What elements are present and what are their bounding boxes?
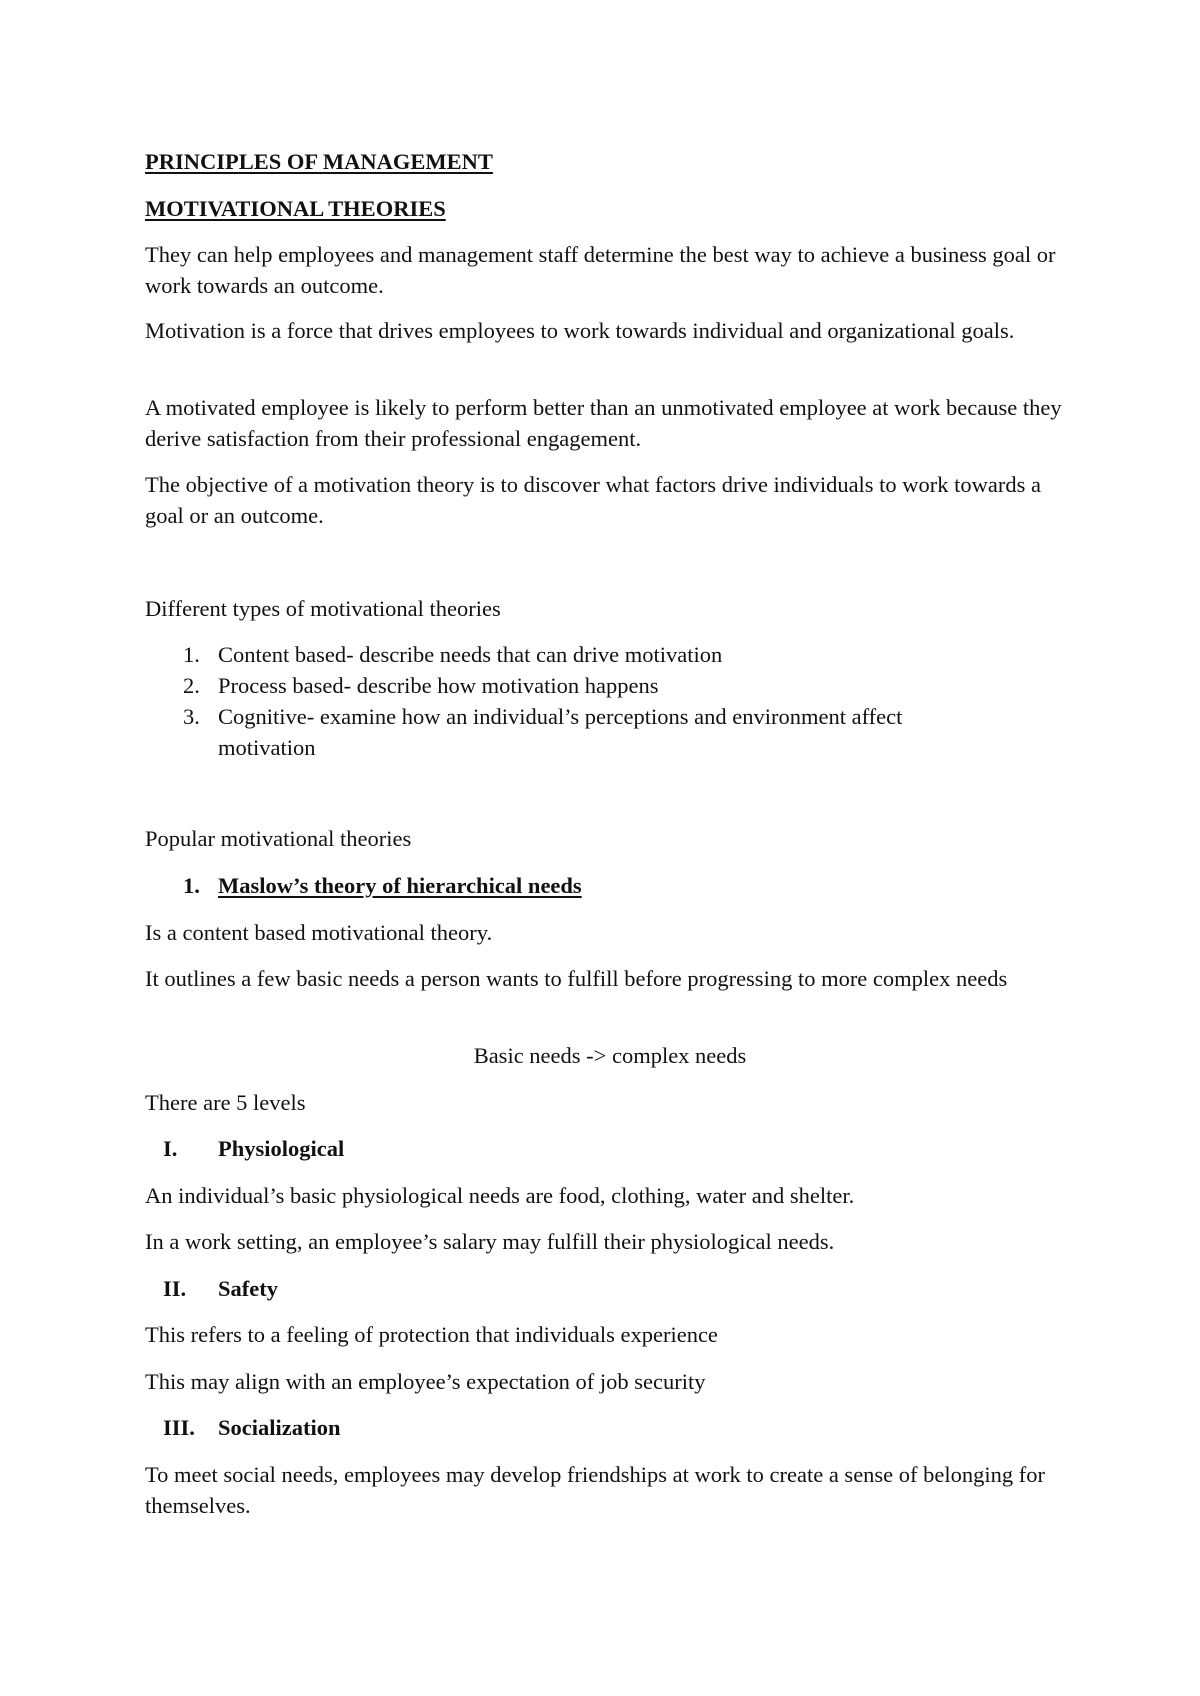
section-heading: MOTIVATIONAL THEORIES: [145, 196, 446, 221]
level-paragraph: In a work setting, an employee’s salary may fulfill their physiological needs.: [145, 1229, 835, 1254]
list-number: 1.: [183, 873, 200, 898]
list-number: 2.: [183, 673, 200, 698]
maslow-paragraph-1: Is a content based motivational theory.: [145, 920, 493, 945]
level-paragraph: This refers to a feeling of protection that individuals experience: [145, 1322, 718, 1347]
intro-paragraph-4: The objective of a motivation theory is to discover what factors drive individuals to work towards a goal or an outcome.: [145, 472, 1042, 528]
level-title: Safety: [218, 1276, 278, 1301]
level-paragraph: To meet social needs, employees may develop friendships at work to create a sense of belonging for themselves.: [145, 1462, 1046, 1518]
list-text: Content based- describe needs that can drive motivation: [218, 642, 723, 667]
level-paragraph: This may align with an employee’s expectation of job security: [145, 1369, 706, 1394]
level-title: Physiological: [218, 1136, 345, 1161]
document-title: PRINCIPLES OF MANAGEMENT: [145, 149, 493, 174]
list-number: 3.: [183, 704, 200, 729]
level-title: Socialization: [218, 1415, 341, 1440]
popular-heading: Popular motivational theories: [145, 826, 412, 851]
types-heading: Different types of motivational theories: [145, 596, 501, 621]
list-text: Cognitive- examine how an individual’s perceptions and environment affect motivation: [218, 704, 903, 760]
level-paragraph: An individual’s basic physiological needs are food, clothing, water and shelter.: [145, 1183, 855, 1208]
list-number: 1.: [183, 642, 200, 667]
maslow-title: Maslow’s theory of hierarchical needs: [218, 873, 582, 898]
needs-flow: Basic needs -> complex needs: [473, 1043, 747, 1068]
list-text: Process based- describe how motivation happens: [218, 673, 659, 698]
level-number: I.: [163, 1136, 178, 1161]
intro-paragraph-1: They can help employees and management staff determine the best way to achieve a business goal or work towards an outcome.: [145, 242, 1056, 298]
intro-paragraph-3: A motivated employee is likely to perform better than an unmotivated employee at work because they derive satisfaction from their professional engagement.: [145, 395, 1062, 451]
level-number: III.: [163, 1415, 195, 1440]
maslow-paragraph-2: It outlines a few basic needs a person wants to fulfill before progressing to more complex needs: [145, 966, 1008, 991]
intro-paragraph-2: Motivation is a force that drives employees to work towards individual and organizational goals.: [145, 318, 1015, 343]
level-number: II.: [163, 1276, 187, 1301]
levels-intro: There are 5 levels: [145, 1090, 306, 1115]
